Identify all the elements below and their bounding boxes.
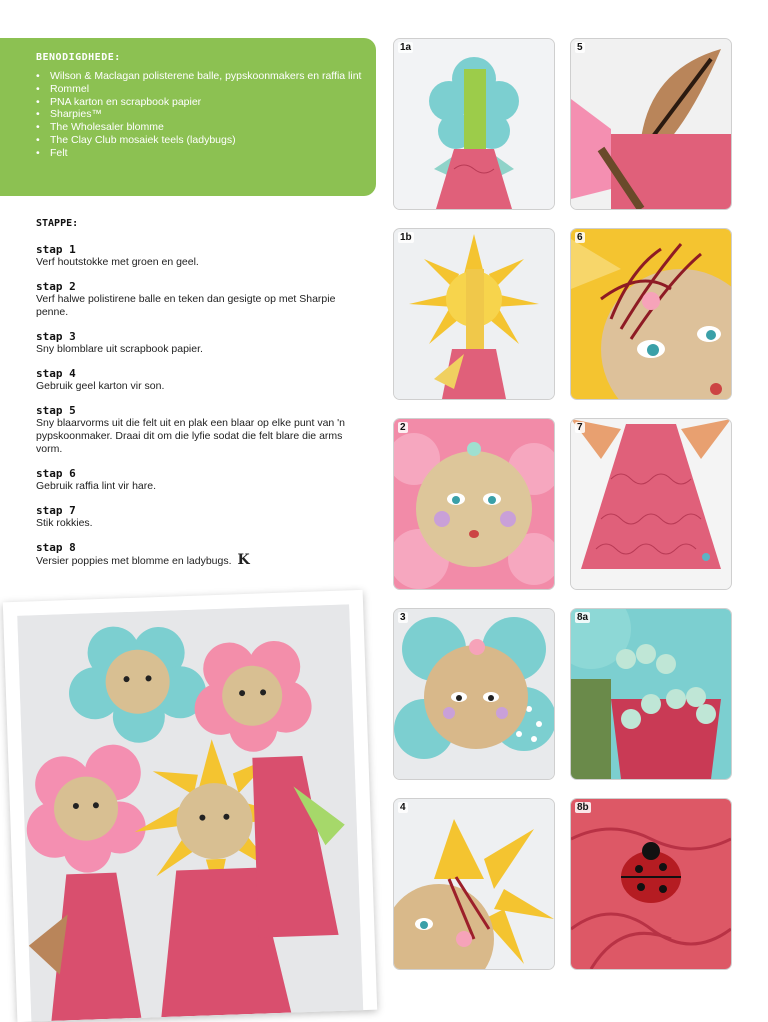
photo-2 xyxy=(394,419,554,589)
step-item xyxy=(36,504,366,530)
photo-1a xyxy=(394,39,554,209)
photo-label: 1b xyxy=(400,232,412,243)
step-label: stap 8 xyxy=(36,541,76,554)
step-text: Sny blomblare uit scrapbook papier. xyxy=(36,343,203,355)
photo-label: 8b xyxy=(577,802,589,813)
list-item: • Wilson & Maclagan polisterene balle, pypskoonmakers en raffia lint xyxy=(36,70,366,83)
list-item: • PNA karton en scrapbook papier xyxy=(36,96,366,109)
photo-1b xyxy=(394,229,554,399)
step-label: stap 7 xyxy=(36,504,76,517)
step-text: Stik rokkies. xyxy=(36,517,93,529)
photo-label: 2 xyxy=(400,422,406,433)
finished-dolls-photo-frame xyxy=(3,590,377,1022)
list-item: • The Wholesaler blomme xyxy=(36,121,366,134)
photo-tile-5 xyxy=(570,38,732,210)
steps-title: STAPPE: xyxy=(36,218,79,229)
photo-4 xyxy=(394,799,554,969)
photo-label: 5 xyxy=(577,42,583,53)
photo-tile-8a xyxy=(570,608,732,780)
step-label: stap 2 xyxy=(36,280,76,293)
step-label: stap 3 xyxy=(36,330,76,343)
step-label: stap 6 xyxy=(36,467,76,480)
photo-tile-2 xyxy=(393,418,555,590)
step-item xyxy=(36,541,366,568)
list-item: • Felt xyxy=(36,147,366,160)
photo-tile-3 xyxy=(393,608,555,780)
step-label: stap 4 xyxy=(36,367,76,380)
step-item xyxy=(36,404,366,456)
photo-label: 6 xyxy=(577,232,583,243)
photo-3 xyxy=(394,609,554,779)
list-item: • The Clay Club mosaiek teels (ladybugs) xyxy=(36,134,366,147)
step-item xyxy=(36,330,366,356)
photo-tile-1b xyxy=(393,228,555,400)
author-signature: K xyxy=(237,552,250,568)
finished-dolls-illustration xyxy=(17,604,363,1021)
list-item: • Sharpies™ xyxy=(36,108,366,121)
step-text: Gebruik geel karton vir son. xyxy=(36,380,165,392)
step-text: Verf houtstokke met groen en geel. xyxy=(36,256,199,268)
requirements-title: BENODIGDHEDE: xyxy=(36,52,121,63)
photo-tile-6 xyxy=(570,228,732,400)
step-item xyxy=(36,367,366,393)
photo-8b xyxy=(571,799,731,969)
photo-label: 7 xyxy=(577,422,583,433)
steps-section xyxy=(36,218,366,579)
photo-6 xyxy=(571,229,731,399)
step-item xyxy=(36,243,366,269)
photo-tile-8b xyxy=(570,798,732,970)
step-item xyxy=(36,467,366,493)
step-label: stap 5 xyxy=(36,404,76,417)
photo-tile-4 xyxy=(393,798,555,970)
step-text: Gebruik raffia lint vir hare. xyxy=(36,480,157,492)
step-text: Sny blaarvorms uit die felt uit en plak een blaar op elke punt van 'n pypskoonmaker. Draai dit om die lyfie sodat die felt blare die arms vorm. xyxy=(36,417,346,455)
finished-dolls-photo xyxy=(17,604,363,1021)
step-item xyxy=(36,280,366,319)
photo-7 xyxy=(571,419,731,589)
photo-label: 1a xyxy=(400,42,412,53)
photo-label: 4 xyxy=(400,802,406,813)
requirements-list xyxy=(36,70,366,160)
list-item: • Rommel xyxy=(36,83,366,96)
photo-8a xyxy=(571,609,731,779)
photo-tile-7 xyxy=(570,418,732,590)
step-text: Versier poppies met blomme en ladybugs. xyxy=(36,555,232,567)
step-text: Verf halwe polistirene balle en teken dan gesigte op met Sharpie penne. xyxy=(36,293,336,318)
requirements-box xyxy=(0,38,376,196)
photo-tile-1a xyxy=(393,38,555,210)
photo-5 xyxy=(571,39,731,209)
step-label: stap 1 xyxy=(36,243,76,256)
photo-label: 8a xyxy=(577,612,589,623)
photo-label: 3 xyxy=(400,612,406,623)
